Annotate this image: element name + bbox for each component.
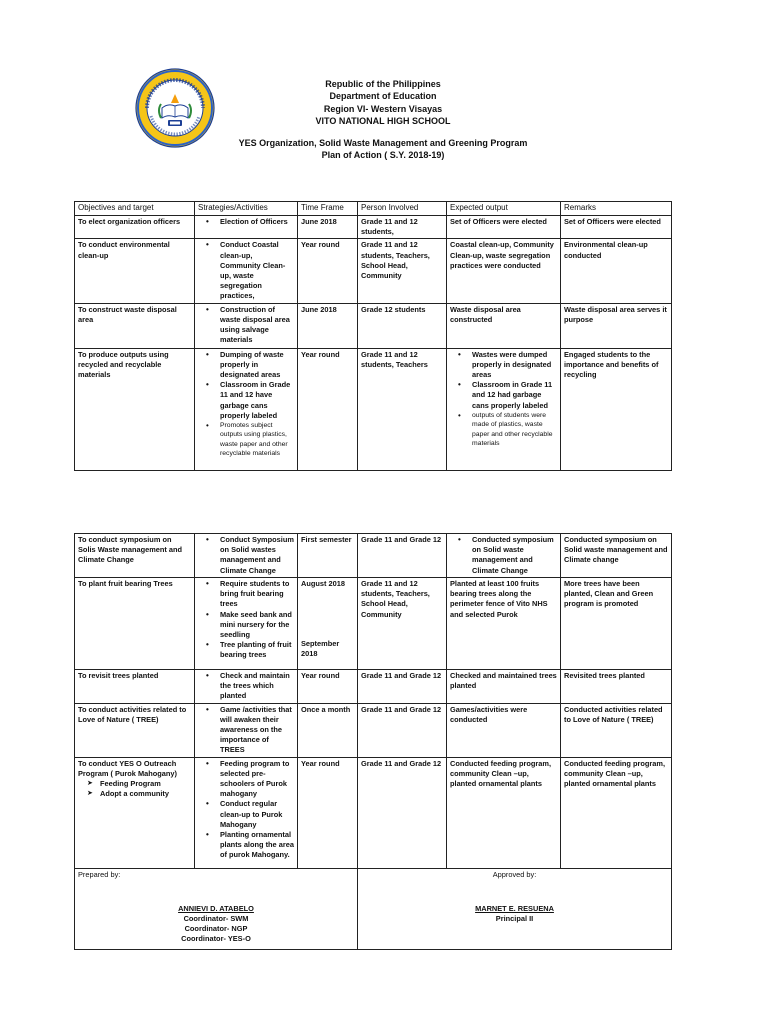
person-involved-cell: Grade 11 and 12 students, Teachers, School Head, Community: [358, 578, 447, 670]
strategy-item: • Classroom in Grade 11 and 12 have garbage cans properly labeled: [220, 380, 294, 421]
remarks-cell: Revisited trees planted: [561, 670, 672, 704]
column-header: Objectives and target: [75, 202, 195, 216]
time-frame-cell: June 2018: [298, 216, 358, 239]
output-item: • Classroom in Grade 11 and 12 had garbage cans properly labeled: [472, 380, 557, 411]
time-frame-cell: Year round: [298, 239, 358, 303]
time-frame-cell: Year round: [298, 348, 358, 470]
time-frame-end: September 2018: [301, 639, 340, 659]
table-row: [75, 303, 672, 348]
time-frame-cell: Year round: [298, 670, 358, 704]
output-item: • Wastes were dumped properly in designated areas: [472, 350, 557, 381]
header-plan-title: Plan of Action ( S.Y. 2018-19): [321, 150, 445, 161]
table-header-row: [75, 202, 672, 216]
strategy-item: • Feeding program to selected pre-schoolers of Purok mahogany: [220, 759, 294, 800]
person-involved-cell: Grade 11 and Grade 12: [358, 757, 447, 868]
strategy-item: • Dumping of waste properly in designated areas: [220, 350, 294, 381]
column-header: Person Involved: [358, 202, 447, 216]
prepared-by-label: Prepared by:: [78, 869, 121, 879]
table-row: [75, 216, 672, 239]
table-row: [75, 534, 672, 578]
document-header: [200, 78, 566, 161]
expected-output-cell: Waste disposal area constructed: [447, 303, 561, 348]
time-frame-cell: Year round: [298, 757, 358, 868]
objective-cell: To conduct symposium on Solis Waste management and Climate Change: [75, 534, 195, 578]
strategy-item: • Promotes subject outputs using plastics, waste paper and other recyclable materials: [220, 421, 294, 459]
objective-cell: To elect organization officers: [75, 216, 195, 239]
prepared-by-cell: [75, 868, 358, 949]
plan-of-action-table-part-2: [74, 533, 672, 950]
expected-output-cell: [447, 348, 561, 470]
person-involved-cell: Grade 11 and Grade 12: [358, 703, 447, 757]
approved-by-name: MARNET E. RESUENA: [475, 903, 554, 913]
column-header: Time Frame: [298, 202, 358, 216]
header-region: Region VI- Western Visayas: [323, 103, 443, 114]
table-row: [75, 757, 672, 868]
objective-cell: To plant fruit bearing Trees: [75, 578, 195, 670]
person-involved-cell: Grade 11 and Grade 12: [358, 670, 447, 704]
person-involved-cell: Grade 11 and Grade 12: [358, 534, 447, 578]
approved-by-block: [361, 904, 668, 924]
header-program-title: YES Organization, Solid Waste Management and Greening Program: [238, 137, 528, 148]
strategies-cell: [195, 303, 298, 348]
column-header: Strategies/Activities: [195, 202, 298, 216]
objective-text: To conduct YES O Outreach Program ( Purok Mahogany): [78, 758, 177, 778]
remarks-cell: Environmental clean-up conducted: [561, 239, 672, 303]
strategies-cell: [195, 534, 298, 578]
person-involved-cell: Grade 11 and 12 students, Teachers: [358, 348, 447, 470]
table-row: [75, 239, 672, 303]
expected-output-cell: Games/activities were conducted: [447, 703, 561, 757]
strategy-item: • Tree planting of fruit bearing trees: [220, 640, 294, 660]
expected-output-cell: Checked and maintained trees planted: [447, 670, 561, 704]
objective-cell: [75, 757, 195, 868]
sub-objective-item: ➤ Feeding Program: [100, 779, 191, 789]
header-country: Republic of the Philippines: [325, 79, 441, 89]
output-item: • Conducted symposium on Solid waste management and Climate Change: [472, 535, 557, 576]
column-header: Expected output: [447, 202, 561, 216]
expected-output-cell: Planted at least 100 fruits bearing trees along the perimeter fence of Vito NHS and selected Purok: [447, 578, 561, 670]
remarks-cell: Conducted feeding program, community Clean –up, planted ornamental plants: [561, 757, 672, 868]
expected-output-cell: Set of Officers were elected: [447, 216, 561, 239]
objective-cell: To revisit trees planted: [75, 670, 195, 704]
prepared-by-name: ANNIEVI D. ATABELO: [178, 903, 254, 913]
strategy-item: • Conduct Coastal clean-up, Community Clean-up, waste segregation practices,: [220, 240, 294, 301]
remarks-cell: More trees have been planted, Clean and Green program is promoted: [561, 578, 672, 670]
prepared-by-block: [78, 904, 354, 944]
strategies-cell: [195, 348, 298, 470]
prepared-by-title: Coordinator- YES-O: [181, 933, 251, 943]
strategy-item: • Make seed bank and mini nursery for the seedling: [220, 610, 294, 641]
time-frame-start: August 2018: [301, 579, 345, 588]
header-school: VITO NATIONAL HIGH SCHOOL: [315, 116, 451, 127]
strategies-cell: [195, 239, 298, 303]
strategies-cell: [195, 578, 298, 670]
approved-by-cell: [358, 868, 672, 949]
table-row: [75, 348, 672, 470]
prepared-by-title: Coordinator- SWM: [183, 913, 249, 923]
strategy-item: • Check and maintain the trees which planted: [220, 671, 294, 702]
strategy-item: • Conduct Symposium on Solid wastes management and Climate Change: [220, 535, 294, 576]
time-frame-cell: Once a month: [298, 703, 358, 757]
strategies-cell: [195, 670, 298, 704]
person-involved-cell: Grade 12 students: [358, 303, 447, 348]
strategies-cell: [195, 216, 298, 239]
strategy-item: • Game /activities that will awaken their awareness on the importance of TREES: [220, 705, 294, 756]
person-involved-cell: Grade 11 and 12 students,: [358, 216, 447, 239]
expected-output-cell: [447, 534, 561, 578]
strategy-item: • Construction of waste disposal area using salvage materials: [220, 305, 294, 346]
table-row: [75, 670, 672, 704]
header-department: Department of Education: [329, 91, 437, 102]
table-row: [75, 703, 672, 757]
objective-cell: To produce outputs using recycled and recyclable materials: [75, 348, 195, 470]
objective-cell: To construct waste disposal area: [75, 303, 195, 348]
remarks-cell: Conducted symposium on Solid waste management and Climate change: [561, 534, 672, 578]
time-frame-cell: First semester: [298, 534, 358, 578]
objective-cell: To conduct activities related to Love of Nature ( TREE): [75, 703, 195, 757]
approved-by-title: Principal II: [495, 913, 534, 923]
remarks-cell: Waste disposal area serves it purpose: [561, 303, 672, 348]
signature-row: [75, 868, 672, 949]
strategy-item: • Planting ornamental plants along the area of purok Mahogany.: [220, 830, 294, 861]
strategies-cell: [195, 703, 298, 757]
expected-output-cell: Conducted feeding program, community Clean –up, planted ornamental plants: [447, 757, 561, 868]
strategy-item: • Election of Officers: [220, 217, 294, 227]
strategy-item: • Require students to bring fruit bearing trees: [220, 579, 294, 610]
table-row: [75, 578, 672, 670]
prepared-by-title: Coordinator- NGP: [184, 923, 248, 933]
time-frame-cell: June 2018: [298, 303, 358, 348]
plan-of-action-table-part-1: [74, 201, 672, 471]
strategies-cell: [195, 757, 298, 868]
objective-cell: To conduct environmental clean-up: [75, 239, 195, 303]
column-header: Remarks: [561, 202, 672, 216]
person-involved-cell: Grade 11 and 12 students, Teachers, School Head, Community: [358, 239, 447, 303]
sub-objective-item: ➤ Adopt a community: [100, 789, 191, 799]
expected-output-cell: Coastal clean-up, Community Clean-up, waste segregation practices were conducted: [447, 239, 561, 303]
remarks-cell: Set of Officers were elected: [561, 216, 672, 239]
remarks-cell: Conducted activities related to Love of Nature ( TREE): [561, 703, 672, 757]
approved-by-label: Approved by:: [492, 869, 537, 879]
strategy-item: • Conduct regular clean-up to Purok Mahogany: [220, 799, 294, 830]
time-frame-cell: [298, 578, 358, 670]
output-item: • outputs of students were made of plastics, waste paper and other recyclable materials: [472, 411, 557, 449]
remarks-cell: Engaged students to the importance and benefits of recycling: [561, 348, 672, 470]
